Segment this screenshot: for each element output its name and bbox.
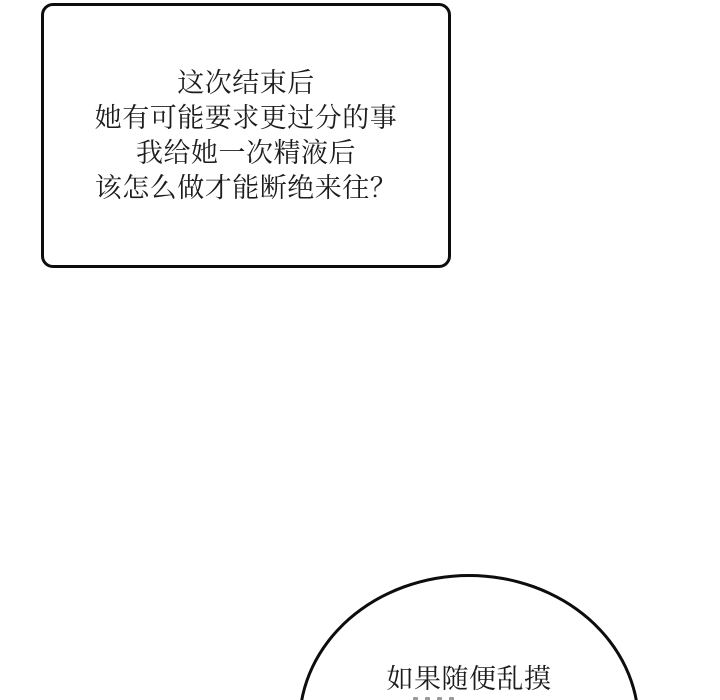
bubble-text-line: 这次结束后 xyxy=(177,67,315,98)
bubble-text-line: 如果随便乱摸 xyxy=(386,664,552,694)
bubble-text-line: 该怎么做才能断绝来往？ xyxy=(94,172,398,203)
bubble-text-line: 她有可能要求更过分的事 xyxy=(94,102,398,133)
speech-bubble-oval xyxy=(298,574,640,700)
bubble-text-line: 我给她一次精液后 xyxy=(136,137,356,168)
speech-bubble-rectangle xyxy=(41,3,451,268)
